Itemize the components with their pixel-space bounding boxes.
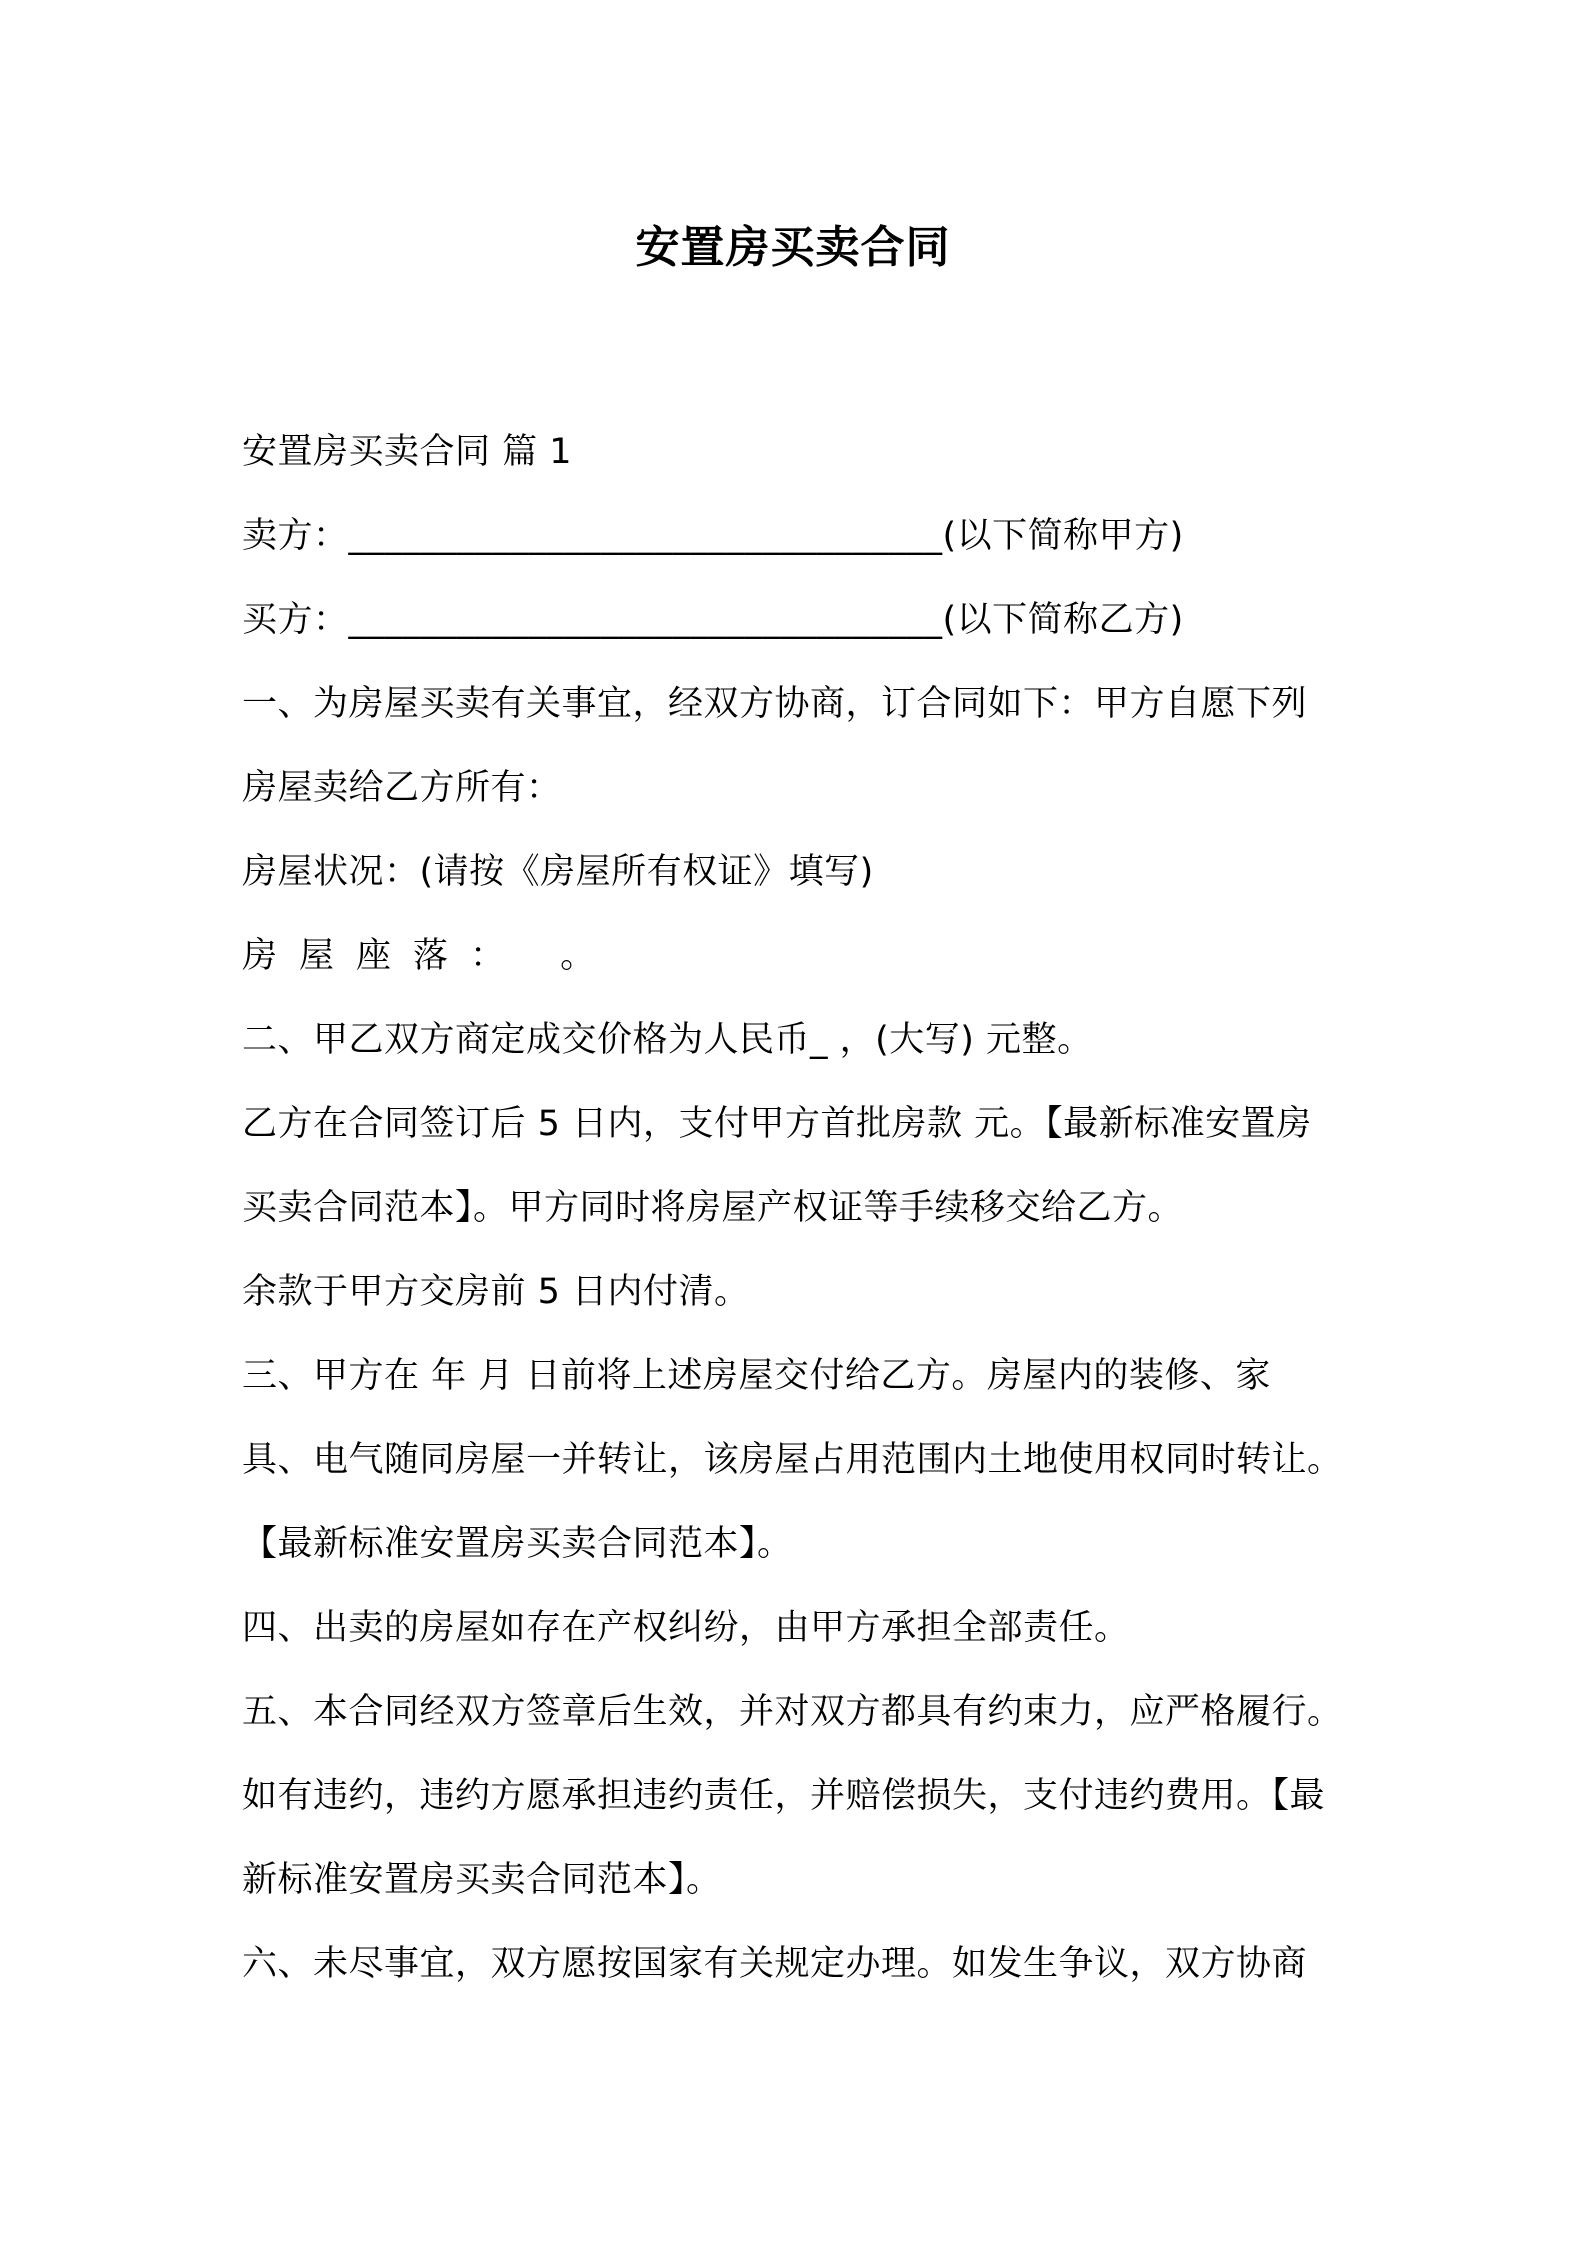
section-heading: 安置房买卖合同 篇 1 xyxy=(242,432,573,472)
clause-2-line-2: 乙方在合同签订后 5 日内，支付甲方首批房款 元。【最新标准安置房 xyxy=(242,1104,1312,1144)
clause-5-line-3: 新标准安置房买卖合同范本】。 xyxy=(242,1860,722,1900)
document-title: 安置房买卖合同 xyxy=(635,222,951,273)
clause-1-line-2: 房屋卖给乙方所有： xyxy=(242,768,562,808)
seller-line: 卖方：_________________________________(以下简称甲方) xyxy=(242,516,1184,556)
buyer-line: 买方：_________________________________(以下简称乙方) xyxy=(242,600,1184,640)
clause-3-line-1: 三、甲方在 年 月 日前将上述房屋交付给乙方。房屋内的装修、家 xyxy=(242,1356,1271,1396)
house-status-line: 房屋状况：(请按《房屋所有权证》填写) xyxy=(242,852,874,892)
clause-2-line-3: 买卖合同范本】。甲方同时将房屋产权证等手续移交给乙方。 xyxy=(242,1188,1184,1228)
clause-3-line-2: 具、电气随同房屋一并转让，该房屋占用范围内土地使用权同时转让。 xyxy=(242,1440,1343,1480)
house-location-line: 房屋座落： 。 xyxy=(242,936,618,976)
clause-5-line-2: 如有违约，违约方愿承担违约责任，并赔偿损失，支付违约费用。【最 xyxy=(242,1776,1326,1816)
clause-4-line-1: 四、出卖的房屋如存在产权纠纷，由甲方承担全部责任。 xyxy=(242,1608,1130,1648)
clause-2-line-1: 二、甲乙双方商定成交价格为人民币_ ，(大写) 元整。 xyxy=(242,1020,1093,1060)
document-body xyxy=(242,410,1362,2006)
clause-1-line-1: 一、为房屋买卖有关事宜，经双方协商，订合同如下：甲方自愿下列 xyxy=(242,684,1308,724)
clause-3-line-3: 【最新标准安置房买卖合同范本】。 xyxy=(242,1524,793,1564)
clause-2-line-4: 余款于甲方交房前 5 日内付清。 xyxy=(242,1272,750,1312)
clause-6-line-1: 六、未尽事宜，双方愿按国家有关规定办理。如发生争议，双方协商 xyxy=(242,1944,1308,1984)
clause-5-line-1: 五、本合同经双方签章后生效，并对双方都具有约束力，应严格履行。 xyxy=(242,1692,1343,1732)
